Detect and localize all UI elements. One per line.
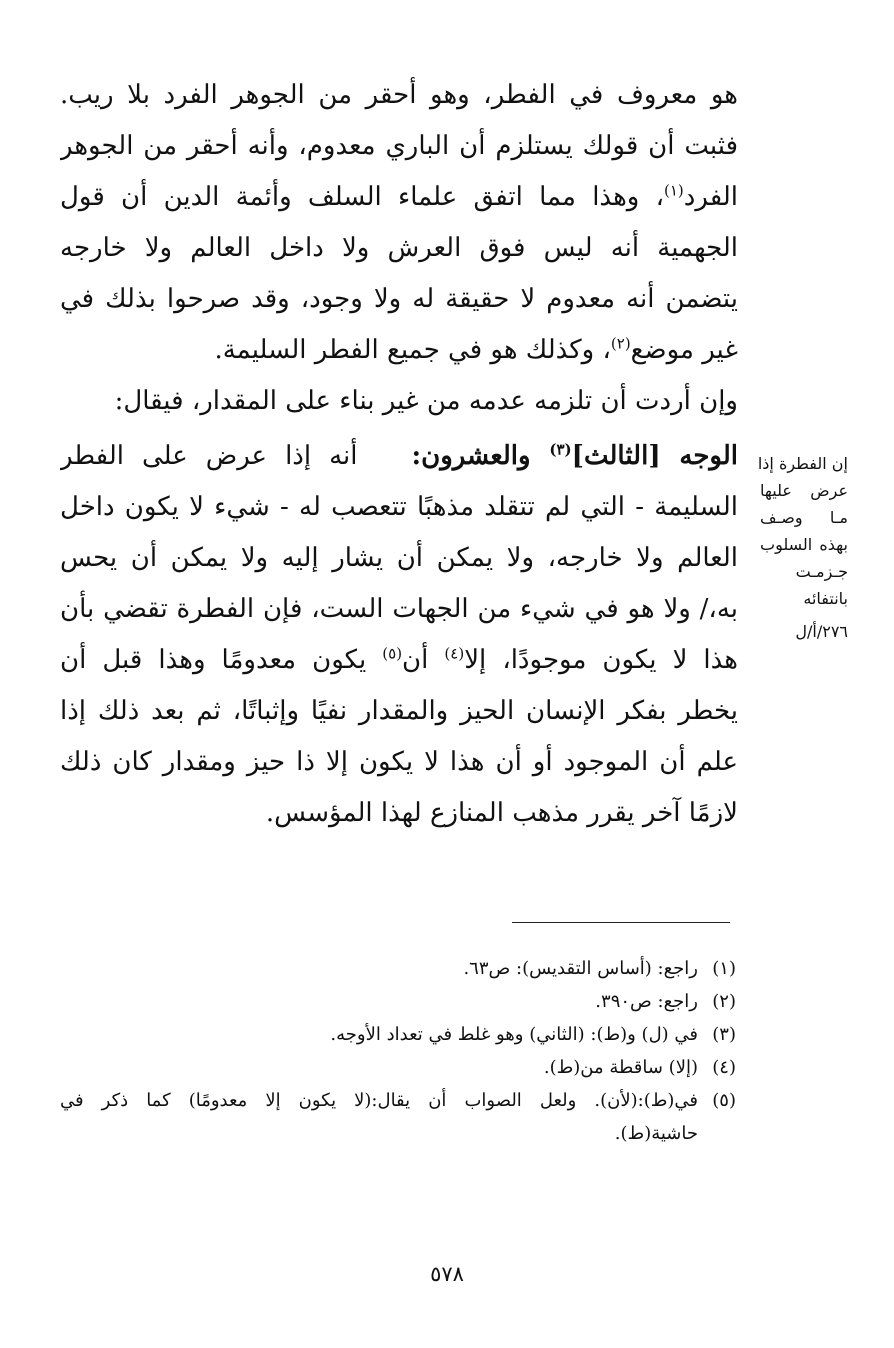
text-line: به،/ ولا هو في شيء من الجهات الست، فإن الفطرة تقضي بأن	[60, 594, 738, 624]
text-line	[60, 172, 738, 223]
text-line: يخطر بفكر الإنسان الحيز والمقدار نفيًا وإثباتًا، ثم بعد ذلك إذا	[60, 696, 738, 726]
footnote-number: (٤)	[712, 1057, 736, 1078]
text-line: علم أن الموجود أو أن هذا لا يكون إلا ذا حيز ومقدار كان ذلك	[60, 747, 738, 777]
footnote-text: في(ط):(لأن). ولعل الصواب أن يقال:(لا يكون إلا معدومًا) كما ذكر في	[60, 1090, 698, 1111]
footnote-text: راجع: (أساس التقديس): ص٦٣.	[463, 958, 698, 979]
word-fard: الفرد	[683, 182, 738, 212]
text-segment: يكون معدومًا وهذا قبل أن	[60, 645, 367, 675]
word-illa: إلا	[464, 645, 487, 675]
footnote-2	[60, 985, 736, 1018]
footnote-ref-4[interactable]: (٤)	[444, 644, 465, 663]
footnote-ref-1[interactable]: (١)	[663, 181, 684, 200]
footnote-1	[60, 952, 736, 985]
footnote-text: في (ل) و(ط): (الثاني) وهو غلط في تعداد الأوجه.	[330, 1024, 698, 1045]
footnotes	[60, 952, 736, 1150]
footnote-ref-2[interactable]: (٢)	[610, 334, 631, 353]
text-line: وإن أردت أن تلزمه عدمه من غير بناء على المقدار، فيقال:	[114, 386, 738, 416]
footnote-number: (١)	[712, 958, 736, 979]
footnote-number: (٥)	[712, 1090, 736, 1111]
text-line: فثبت أن قولك يستلزم أن الباري معدوم، وأنه أحقر من الجوهر	[60, 131, 738, 161]
text-line	[60, 325, 738, 376]
footnote-number: (٢)	[712, 991, 736, 1012]
footnote-text: حاشية(ط).	[614, 1123, 698, 1144]
text-line	[60, 431, 738, 482]
margin-note	[757, 450, 848, 645]
page-number: ٥٧٨	[430, 1262, 464, 1286]
footnote-text: راجع: ص٣٩٠.	[595, 991, 698, 1012]
text-segment: أنه إذا عرض على الفطر	[60, 441, 358, 471]
text-line	[60, 635, 738, 686]
margin-line: جـزمـت	[795, 562, 848, 581]
footnote-ref-5[interactable]: (٥)	[382, 644, 403, 663]
word-ghayr-mawdi: غير موضع	[630, 335, 738, 365]
text-line: هو معروف في الفطر، وهو أحقر من الجوهر الفرد بلا ريب.	[60, 80, 738, 110]
footnote-ref-3[interactable]: (٣)	[549, 440, 572, 459]
footnote-text: (إلا) ساقطة من(ط).	[543, 1057, 698, 1078]
main-text	[60, 70, 738, 839]
margin-line: مـا وصـف	[760, 508, 848, 527]
text-line: العالم ولا خارجه، ولا يمكن أن يشار إليه ولا يمكن أن يحس	[60, 543, 738, 573]
footnote-divider	[512, 922, 730, 923]
text-segment: ، وهذا مما اتفق علماء السلف وأئمة الدين أن قول	[60, 182, 664, 212]
section-heading: الوجه [الثالث]$^{(٣)}$ والعشرون:	[411, 440, 738, 471]
text-segment: هذا لا يكون موجودًا،	[502, 645, 738, 675]
text-segment: ، وكذلك هو في جميع الفطر السليمة.	[214, 335, 611, 365]
footnote-3	[60, 1018, 736, 1051]
footnote-4	[60, 1051, 736, 1084]
margin-line: بانتفائه	[803, 589, 848, 608]
word-an: أن	[402, 645, 429, 675]
manuscript-folio-ref: ٢٧٦/أ/ل	[795, 622, 848, 641]
text-line: لازمًا آخر يقرر مذهب المنازع لهذا المؤسس.	[265, 798, 738, 828]
footnote-5	[60, 1084, 736, 1150]
text-line: يتضمن أنه معدوم لا حقيقة له ولا وجود، وقد صرحوا بذلك في	[60, 284, 738, 314]
margin-line: بهذه السلوب	[760, 535, 848, 554]
margin-line: إن الفطرة إذا	[757, 454, 848, 473]
margin-line: عرض عليها	[760, 481, 848, 500]
text-line: السليمة - التي لم تتقلد مذهبًا تتعصب له - شيء لا يكون داخل	[60, 492, 738, 522]
text-line: الجهمية أنه ليس فوق العرش ولا داخل العالم ولا خارجه	[60, 233, 738, 263]
footnote-number: (٣)	[712, 1024, 736, 1045]
